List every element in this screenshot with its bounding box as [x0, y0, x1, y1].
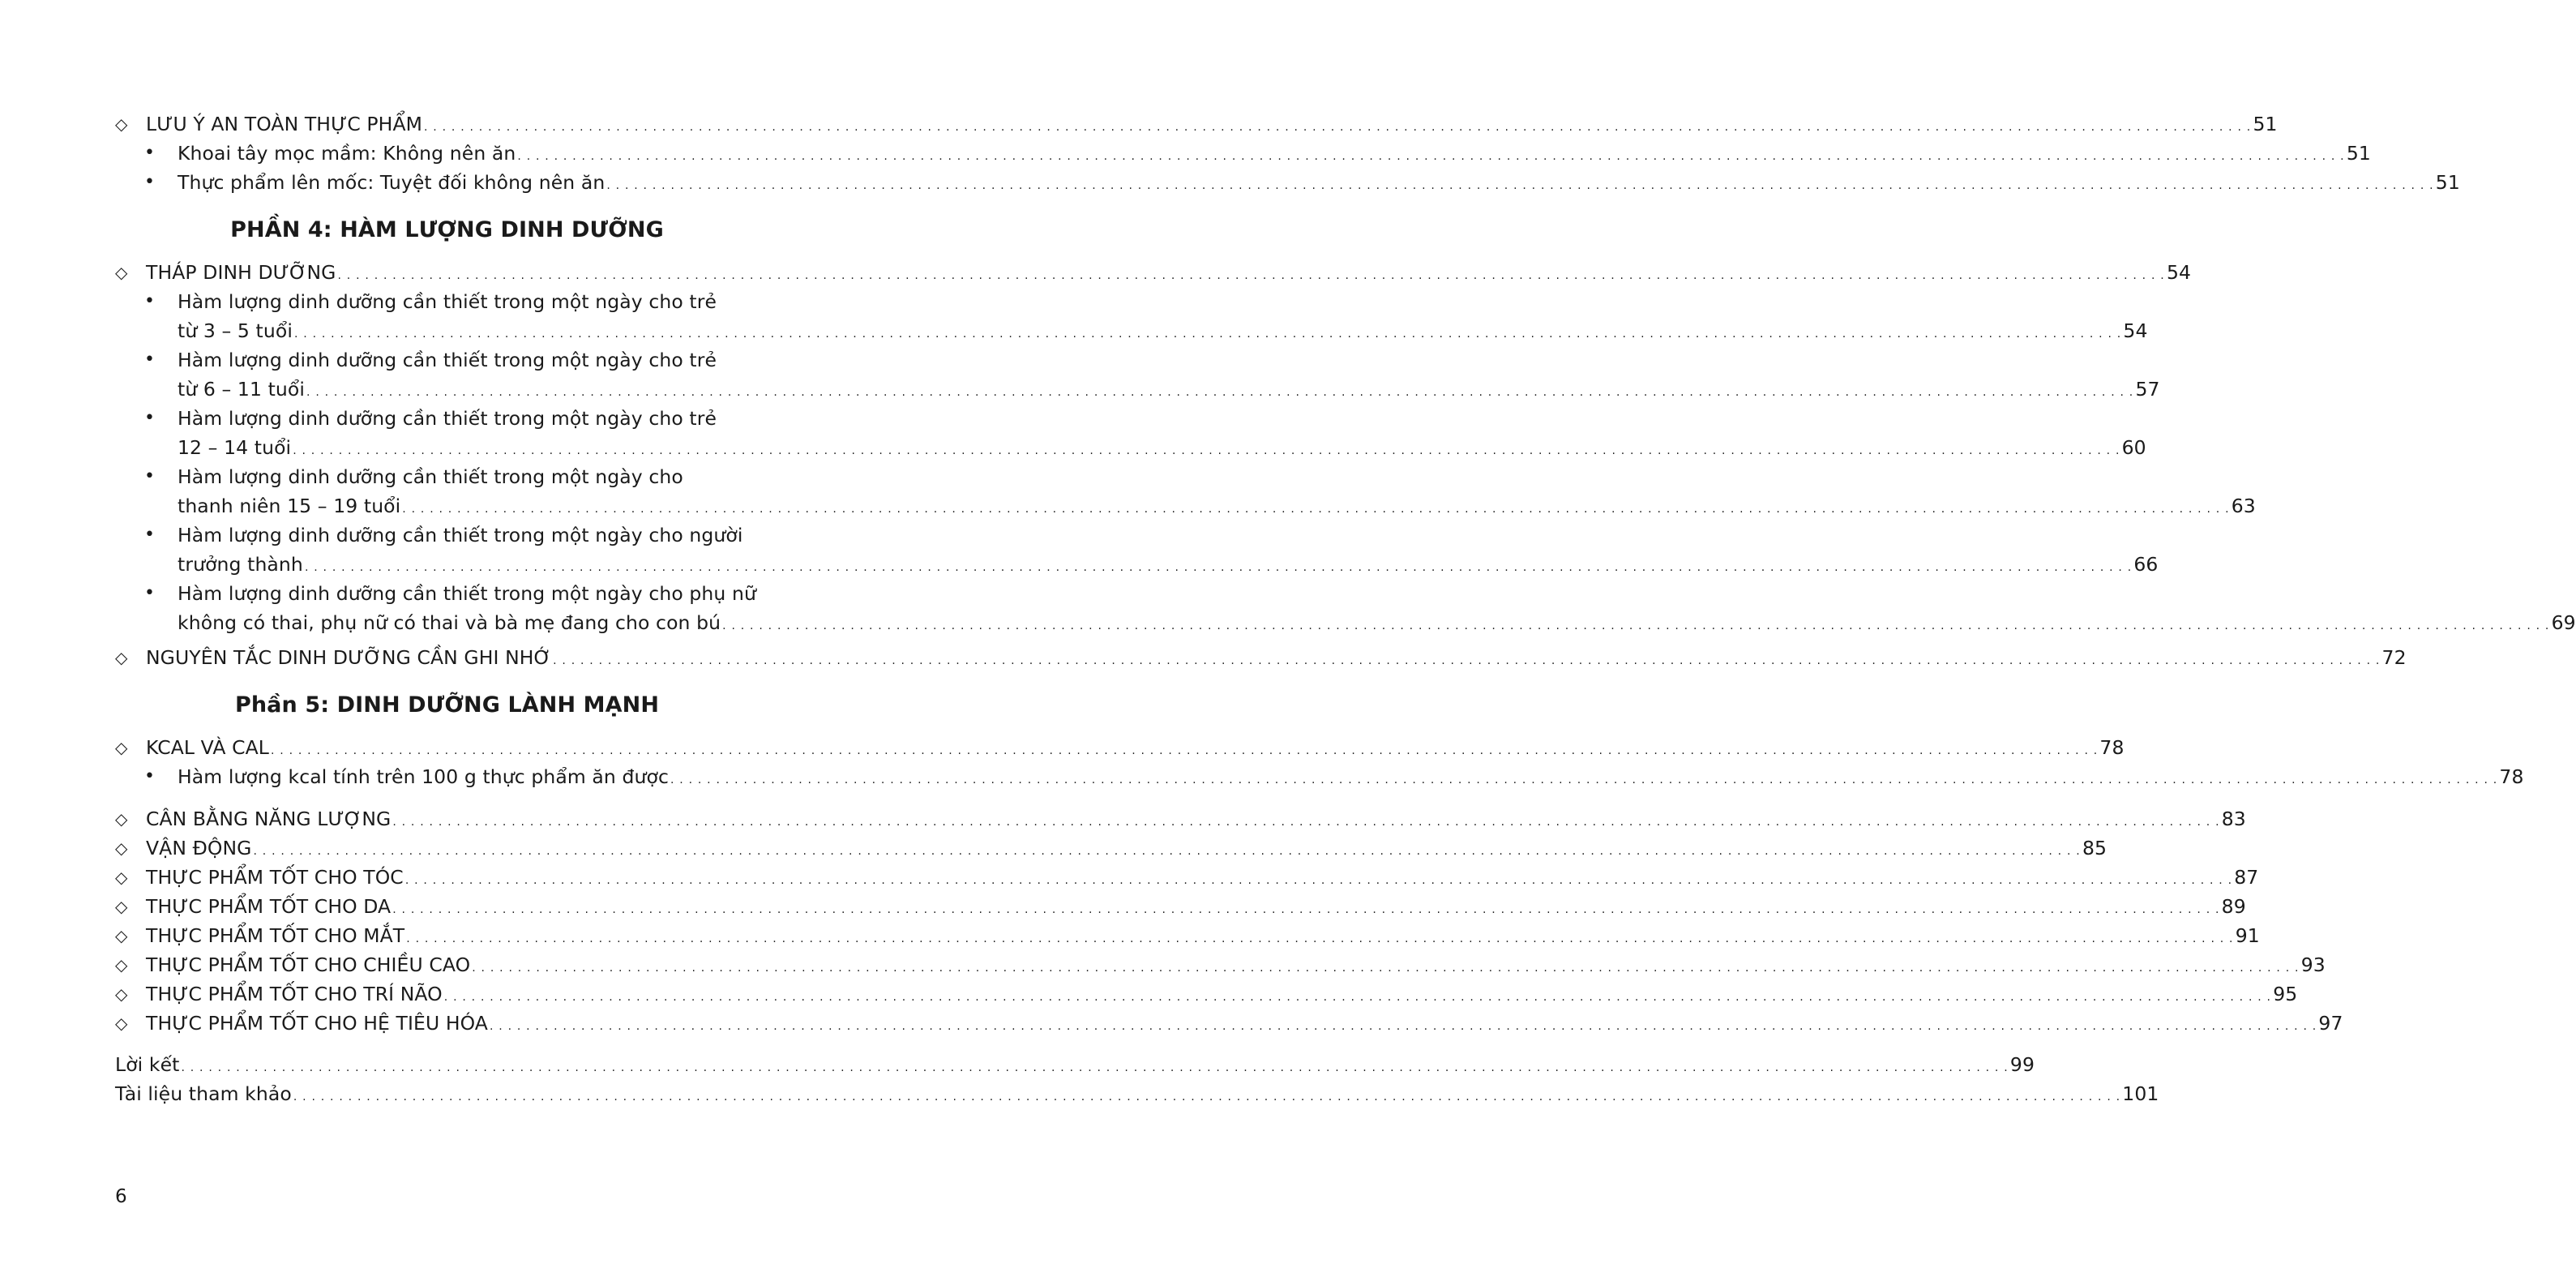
bullet-icon: •: [144, 525, 156, 545]
bullet-icon: •: [144, 583, 156, 603]
toc-entry-page: 54: [2166, 261, 2192, 284]
toc-entry-title: THỰC PHẨM TỐT CHO MẮT: [146, 924, 405, 947]
toc-entry-page: 95: [2273, 983, 2298, 1005]
diamond-icon: ◇: [115, 838, 128, 858]
toc-entry-page: 63: [2231, 495, 2256, 517]
toc-entry: [0, 733, 2125, 762]
toc-entry: [0, 462, 894, 491]
toc-entry-title: 12 – 14 tuổi: [178, 436, 292, 459]
dot-leader: . . . . . . . . . . . . . . . . . . . . . . . . . . . . . . . . . . . . . . . . . . . . . . . . . . . . . . . . . . . . . . . . . . . . . . . . . . . . . . . . . . . . . . . . . . . . . . . . . . . . . . . . . . . . . . . . . . . . . . . . . . . . . . . . . . . . . . . . . . . . . . . . . . . . . . . . . . . . . . . . . . . . . . . . . . . . . . . . . . . . . . . . . . . . . . . . . . . . . . . .: [337, 269, 2165, 282]
toc-entry-title: CÂN BẰNG NĂNG LƯỢNG: [146, 808, 392, 830]
toc-entry-title: thanh niên 15 – 19 tuổi: [178, 495, 401, 517]
toc-entry-page: 99: [2009, 1053, 2035, 1076]
toc-entry-page: 66: [2133, 553, 2159, 576]
dot-leader: . . . . . . . . . . . . . . . . . . . . . . . . . . . . . . . . . . . . . . . . . . . . . . . . . . . . . . . . . . . . . . . . . . . . . . . . . . . . . . . . . . . . . . . . . . . . . . . . . . . . . . . . . . . . . . . . . . . . . . . . . . . . . . . . . . . . . . . . . . . . . . . . . . . . . . . . . . . . . . . . . . . . . . . . . . . . . . . . . . . . . . . . . . . . . . . . . . . . . . . .: [293, 1091, 2121, 1103]
toc-entry-page: 54: [2123, 319, 2148, 342]
diamond-icon: ◇: [115, 868, 128, 887]
dot-leader: . . . . . . . . . . . . . . . . . . . . . . . . . . . . . . . . . . . . . . . . . . . . . . . . . . . . . . . . . . . . . . . . . . . . . . . . . . . . . . . . . . . . . . . . . . . . . . . . . . . . . . . . . . . . . . . . . . . . . . . . . . . . . . . . . . . . . . . . . . . . . . . . . . . . . . . . . . . . . . . . . . . . . . . . . . . . . . . . . . . . . . . . . . . . . . . . . . . . . . . .: [404, 874, 2233, 887]
toc-entry: [0, 375, 2160, 404]
toc-entry-page: 78: [2499, 765, 2524, 788]
dot-leader: . . . . . . . . . . . . . . . . . . . . . . . . . . . . . . . . . . . . . . . . . . . . . . . . . . . . . . . . . . . . . . . . . . . . . . . . . . . . . . . . . . . . . . . . . . . . . . . . . . . . . . . . . . . . . . . . . . . . . . . . . . . . . . . . . . . . . . . . . . . . . . . . . . . . . . . . . . . . . . . . . . . . . . . . . . . . . . . . . . . . . . . . . . . . . . . . . . . . . . . .: [402, 503, 2230, 516]
dot-leader: . . . . . . . . . . . . . . . . . . . . . . . . . . . . . . . . . . . . . . . . . . . . . . . . . . . . . . . . . . . . . . . . . . . . . . . . . . . . . . . . . . . . . . . . . . . . . . . . . . . . . . . . . . . . . . . . . . . . . . . . . . . . . . . . . . . . . . . . . . . . . . . . . . . . . . . . . . . . . . . . . . . . . . . . . . . . . . . . . . . . . . . . . . . . . . . . . . . . . . . .: [181, 1061, 2009, 1074]
toc-entry-page: 60: [2121, 436, 2146, 459]
dot-leader: . . . . . . . . . . . . . . . . . . . . . . . . . . . . . . . . . . . . . . . . . . . . . . . . . . . . . . . . . . . . . . . . . . . . . . . . . . . . . . . . . . . . . . . . . . . . . . . . . . . . . . . . . . . . . . . . . . . . . . . . . . . . . . . . . . . . . . . . . . . . . . . . . . . . . . . . . . . . . . . . . . . . . . . . . . . . . . . . . . . . . . . . . . . . . . . . . . . . . . . .: [304, 561, 2133, 574]
section-heading: Phần 5: DINH DƯỠNG LÀNH MẠNH: [234, 692, 660, 718]
dot-leader: . . . . . . . . . . . . . . . . . . . . . . . . . . . . . . . . . . . . . . . . . . . . . . . . . . . . . . . . . . . . . . . . . . . . . . . . . . . . . . . . . . . . . . . . . . . . . . . . . . . . . . . . . . . . . . . . . . . . . . . . . . . . . . . . . . . . . . . . . . . . . . . . . . . . . . . . . . . . . . . . . . . . . . . . . . . . . . . . . . . . . . . . . . . . . . . . . . . . . . . .: [517, 150, 2345, 163]
diamond-icon: ◇: [115, 114, 128, 134]
diamond-icon: ◇: [115, 897, 128, 916]
toc-entry-title: Hàm lượng dinh dưỡng cần thiết trong một ngày cho người: [178, 524, 743, 546]
toc-entry: [0, 139, 2371, 168]
toc-entry-title: Tài liệu tham khảo: [115, 1082, 292, 1105]
toc-entry-title: Khoai tây mọc mầm: Không nên ăn: [178, 142, 516, 165]
toc-entry: [0, 168, 2460, 197]
toc-entry-title: Hàm lượng kcal tính trên 100 g thực phẩm ăn được: [178, 765, 669, 788]
diamond-icon: ◇: [115, 926, 128, 945]
toc-entry: [0, 109, 2278, 139]
toc-entry: [0, 833, 2107, 863]
dot-leader: . . . . . . . . . . . . . . . . . . . . . . . . . . . . . . . . . . . . . . . . . . . . . . . . . . . . . . . . . . . . . . . . . . . . . . . . . . . . . . . . . . . . . . . . . . . . . . . . . . . . . . . . . . . . . . . . . . . . . . . . . . . . . . . . . . . . . . . . . . . . . . . . . . . . . . . . . . . . . . . . . . . . . . . . . . . . . . . . . . . . . . . . . . . . . . . . . . . . . . . .: [670, 773, 2498, 786]
toc-entry-page: 83: [2221, 808, 2246, 830]
toc-entry-page: 91: [2235, 924, 2260, 947]
dot-leader: . . . . . . . . . . . . . . . . . . . . . . . . . . . . . . . . . . . . . . . . . . . . . . . . . . . . . . . . . . . . . . . . . . . . . . . . . . . . . . . . . . . . . . . . . . . . . . . . . . . . . . . . . . . . . . . . . . . . . . . . . . . . . . . . . . . . . . . . . . . . . . . . . . . . . . . . . . . . . . . . . . . . . . . . . . . . . . . . . . . . . . . . . . . . . . . . . . . . . . . .: [253, 845, 2081, 858]
toc-entry-title: THỰC PHẨM TỐT CHO CHIỀU CAO: [146, 953, 471, 976]
toc-entry: [0, 1079, 2159, 1108]
dot-leader: . . . . . . . . . . . . . . . . . . . . . . . . . . . . . . . . . . . . . . . . . . . . . . . . . . . . . . . . . . . . . . . . . . . . . . . . . . . . . . . . . . . . . . . . . . . . . . . . . . . . . . . . . . . . . . . . . . . . . . . . . . . . . . . . . . . . . . . . . . . . . . . . . . . . . . . . . . . . . . . . . . . . . . . . . . . . . . . . . . . . . . . . . . . . . . . . . . . . . . . .: [489, 1020, 2317, 1033]
toc-entry-title: Hàm lượng dinh dưỡng cần thiết trong một ngày cho trẻ: [178, 349, 717, 371]
toc-entry: [0, 762, 2524, 791]
toc-entry: [0, 433, 2146, 462]
dot-leader: . . . . . . . . . . . . . . . . . . . . . . . . . . . . . . . . . . . . . . . . . . . . . . . . . . . . . . . . . . . . . . . . . . . . . . . . . . . . . . . . . . . . . . . . . . . . . . . . . . . . . . . . . . . . . . . . . . . . . . . . . . . . . . . . . . . . . . . . . . . . . . . . . . . . . . . . . . . . . . . . . . . . . . . . . . . . . . . . . . . . . . . . . . . . . . . . . . . . . . . .: [424, 121, 2252, 134]
section-heading: PHẦN 4: HÀM LƯỢNG DINH DƯỠNG: [230, 217, 664, 242]
toc-entry: [0, 643, 2407, 672]
toc-entry: [0, 491, 2256, 521]
toc-entry-page: 51: [2435, 171, 2460, 194]
toc-entry-page: 51: [2253, 113, 2278, 135]
diamond-icon: ◇: [115, 1013, 128, 1033]
dot-leader: . . . . . . . . . . . . . . . . . . . . . . . . . . . . . . . . . . . . . . . . . . . . . . . . . . . . . . . . . . . . . . . . . . . . . . . . . . . . . . . . . . . . . . . . . . . . . . . . . . . . . . . . . . . . . . . . . . . . . . . . . . . . . . . . . . . . . . . . . . . . . . . . . . . . . . . . . . . . . . . . . . . . . . . . . . . . . . . . . . . . . . . . . . . . . . . . . . . . . . . .: [293, 328, 2122, 341]
toc-entry: [0, 863, 2259, 892]
dot-leader: . . . . . . . . . . . . . . . . . . . . . . . . . . . . . . . . . . . . . . . . . . . . . . . . . . . . . . . . . . . . . . . . . . . . . . . . . . . . . . . . . . . . . . . . . . . . . . . . . . . . . . . . . . . . . . . . . . . . . . . . . . . . . . . . . . . . . . . . . . . . . . . . . . . . . . . . . . . . . . . . . . . . . . . . . . . . . . . . . . . . . . . . . . . . . . . . . . . . . . . .: [392, 816, 2220, 829]
diamond-icon: ◇: [115, 809, 128, 829]
bullet-icon: •: [144, 349, 156, 370]
toc-entry: [0, 804, 2246, 833]
toc-entry-page: 78: [2099, 736, 2125, 759]
diamond-icon: ◇: [115, 263, 128, 282]
toc-entry-title: Thực phẩm lên mốc: Tuyệt đối không nên ăn: [178, 171, 605, 194]
toc-entry-title: LƯU Ý AN TOÀN THỰC PHẨM: [146, 113, 422, 135]
toc-entry-page: 57: [2135, 378, 2160, 401]
toc-entry: [0, 258, 2192, 287]
toc-entry: [0, 921, 2260, 950]
toc-entry: [0, 287, 894, 316]
bullet-icon: •: [144, 766, 156, 786]
toc-entry-title: trưởng thành: [178, 553, 303, 576]
toc-entry-page: 97: [2318, 1012, 2343, 1035]
toc-entry-title: từ 6 – 11 tuổi: [178, 378, 306, 401]
dot-leader: . . . . . . . . . . . . . . . . . . . . . . . . . . . . . . . . . . . . . . . . . . . . . . . . . . . . . . . . . . . . . . . . . . . . . . . . . . . . . . . . . . . . . . . . . . . . . . . . . . . . . . . . . . . . . . . . . . . . . . . . . . . . . . . . . . . . . . . . . . . . . . . . . . . . . . . . . . . . . . . . . . . . . . . . . . . . . . . . . . . . . . . . . . . . . . . . . . . . . . . .: [306, 386, 2134, 399]
dot-leader: . . . . . . . . . . . . . . . . . . . . . . . . . . . . . . . . . . . . . . . . . . . . . . . . . . . . . . . . . . . . . . . . . . . . . . . . . . . . . . . . . . . . . . . . . . . . . . . . . . . . . . . . . . . . . . . . . . . . . . . . . . . . . . . . . . . . . . . . . . . . . . . . . . . . . . . . . . . . . . . . . . . . . . . . . . . . . . . . . . . . . . . . . . . . . . . . . . . . . . . .: [443, 991, 2272, 1004]
dot-leader: . . . . . . . . . . . . . . . . . . . . . . . . . . . . . . . . . . . . . . . . . . . . . . . . . . . . . . . . . . . . . . . . . . . . . . . . . . . . . . . . . . . . . . . . . . . . . . . . . . . . . . . . . . . . . . . . . . . . . . . . . . . . . . . . . . . . . . . . . . . . . . . . . . . . . . . . . . . . . . . . . . . . . . . . . . . . . . . . . . . . . . . . . . . . . . . . . . . . . . . .: [270, 744, 2099, 757]
diamond-icon: ◇: [115, 738, 128, 757]
toc-entry-page: 85: [2082, 837, 2107, 859]
toc-entry: [0, 345, 894, 375]
page-number: 6: [115, 1186, 127, 1207]
toc-entry-title: Hàm lượng dinh dưỡng cần thiết trong một ngày cho trẻ: [178, 407, 717, 430]
toc-entry: [0, 1009, 2343, 1038]
toc-entry: [0, 950, 2326, 979]
toc-entry: [0, 979, 2298, 1009]
toc-entry-title: Hàm lượng dinh dưỡng cần thiết trong một ngày cho phụ nữ: [178, 582, 756, 605]
toc-entry: [0, 579, 894, 608]
bullet-icon: •: [144, 291, 156, 311]
dot-leader: . . . . . . . . . . . . . . . . . . . . . . . . . . . . . . . . . . . . . . . . . . . . . . . . . . . . . . . . . . . . . . . . . . . . . . . . . . . . . . . . . . . . . . . . . . . . . . . . . . . . . . . . . . . . . . . . . . . . . . . . . . . . . . . . . . . . . . . . . . . . . . . . . . . . . . . . . . . . . . . . . . . . . . . . . . . . . . . . . . . . . . . . . . . . . . . . . . . . . . . .: [553, 654, 2381, 667]
dot-leader: . . . . . . . . . . . . . . . . . . . . . . . . . . . . . . . . . . . . . . . . . . . . . . . . . . . . . . . . . . . . . . . . . . . . . . . . . . . . . . . . . . . . . . . . . . . . . . . . . . . . . . . . . . . . . . . . . . . . . . . . . . . . . . . . . . . . . . . . . . . . . . . . . . . . . . . . . . . . . . . . . . . . . . . . . . . . . . . . . . . . . . . . . . . . . . . . . . . . . . . .: [472, 962, 2300, 975]
toc-entry-page: 93: [2300, 953, 2326, 976]
toc-entry-title: Hàm lượng dinh dưỡng cần thiết trong một ngày cho trẻ: [178, 290, 717, 313]
toc-entry-title: VẬN ĐỘNG: [146, 837, 252, 859]
dot-leader: . . . . . . . . . . . . . . . . . . . . . . . . . . . . . . . . . . . . . . . . . . . . . . . . . . . . . . . . . . . . . . . . . . . . . . . . . . . . . . . . . . . . . . . . . . . . . . . . . . . . . . . . . . . . . . . . . . . . . . . . . . . . . . . . . . . . . . . . . . . . . . . . . . . . . . . . . . . . . . . . . . . . . . . . . . . . . . . . . . . . . . . . . . . . . . . . . . . . . . . .: [392, 903, 2220, 916]
dot-leader: . . . . . . . . . . . . . . . . . . . . . . . . . . . . . . . . . . . . . . . . . . . . . . . . . . . . . . . . . . . . . . . . . . . . . . . . . . . . . . . . . . . . . . . . . . . . . . . . . . . . . . . . . . . . . . . . . . . . . . . . . . . . . . . . . . . . . . . . . . . . . . . . . . . . . . . . . . . . . . . . . . . . . . . . . . . . . . . . . . . . . . . . . . . . . . . . . . . . . . . .: [406, 932, 2234, 945]
dot-leader: . . . . . . . . . . . . . . . . . . . . . . . . . . . . . . . . . . . . . . . . . . . . . . . . . . . . . . . . . . . . . . . . . . . . . . . . . . . . . . . . . . . . . . . . . . . . . . . . . . . . . . . . . . . . . . . . . . . . . . . . . . . . . . . . . . . . . . . . . . . . . . . . . . . . . . . . . . . . . . . . . . . . . . . . . . . . . . . . . . . . . . . . . . . . . . . . . . . . . . . .: [293, 444, 2120, 457]
toc-entry: [0, 1050, 2035, 1079]
toc-entry: [0, 521, 894, 550]
toc-entry-title: THỰC PHẨM TỐT CHO HỆ TIÊU HÓA: [146, 1012, 488, 1035]
toc-entry-page: 89: [2221, 895, 2246, 918]
toc-entry: [0, 404, 894, 433]
toc-entry-title: THỰC PHẨM TỐT CHO TÓC: [146, 866, 404, 889]
toc-entry-page: 87: [2234, 866, 2259, 889]
bullet-icon: •: [144, 172, 156, 192]
toc-entry-title: Lời kết: [115, 1053, 180, 1076]
diamond-icon: ◇: [115, 648, 128, 667]
toc-entry-page: 51: [2346, 142, 2371, 165]
dot-leader: . . . . . . . . . . . . . . . . . . . . . . . . . . . . . . . . . . . . . . . . . . . . . . . . . . . . . . . . . . . . . . . . . . . . . . . . . . . . . . . . . . . . . . . . . . . . . . . . . . . . . . . . . . . . . . . . . . . . . . . . . . . . . . . . . . . . . . . . . . . . . . . . . . . . . . . . . . . . . . . . . . . . . . . . . . . . . . . . . . . . . . . . . . . . . . . . . . . . . . . .: [722, 619, 2550, 632]
toc-entry-title: không có thai, phụ nữ có thai và bà mẹ đang cho con bú: [178, 611, 721, 634]
toc-entry-title: NGUYÊN TẮC DINH DƯỠNG CẦN GHI NHỚ: [146, 646, 552, 669]
toc-entry: [0, 550, 2159, 579]
diamond-icon: ◇: [115, 955, 128, 975]
bullet-icon: •: [144, 408, 156, 428]
dot-leader: . . . . . . . . . . . . . . . . . . . . . . . . . . . . . . . . . . . . . . . . . . . . . . . . . . . . . . . . . . . . . . . . . . . . . . . . . . . . . . . . . . . . . . . . . . . . . . . . . . . . . . . . . . . . . . . . . . . . . . . . . . . . . . . . . . . . . . . . . . . . . . . . . . . . . . . . . . . . . . . . . . . . . . . . . . . . . . . . . . . . . . . . . . . . . . . . . . . . . . . .: [606, 179, 2434, 192]
toc-entry-title: THÁP DINH DƯỠNG: [146, 261, 336, 284]
toc-entry-page: 101: [2122, 1082, 2159, 1105]
bullet-icon: •: [144, 143, 156, 163]
bullet-icon: •: [144, 466, 156, 486]
diamond-icon: ◇: [115, 984, 128, 1004]
toc-entry: [0, 316, 2148, 345]
toc-entry: [0, 608, 2576, 637]
toc-entry-title: THỰC PHẨM TỐT CHO TRÍ NÃO: [146, 983, 443, 1005]
toc-entry-title: Hàm lượng dinh dưỡng cần thiết trong một ngày cho: [178, 465, 683, 488]
toc-entry: [0, 892, 2246, 921]
toc-entry-title: KCAL VÀ CAL: [146, 736, 269, 759]
toc-entry-page: 69: [2551, 611, 2576, 634]
toc-entry-title: THỰC PHẨM TỐT CHO DA: [146, 895, 392, 918]
toc-entry-page: 72: [2381, 646, 2407, 669]
toc-entry-title: từ 3 – 5 tuổi: [178, 319, 293, 342]
